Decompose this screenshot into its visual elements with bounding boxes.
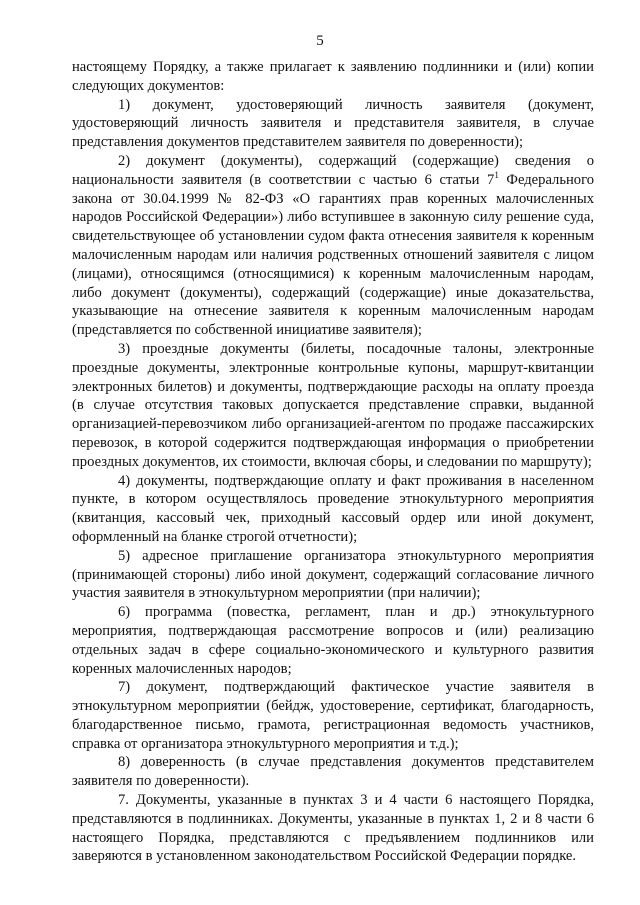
intro-paragraph: настоящему Порядку, а также прилагает к заявлению подлинники и (или) копии следующих документов: [72, 59, 594, 94]
list-item-2-text-end: Федерального закона от 30.04.1999 № 82-ФЗ «О гарантиях прав коренных малочисленных народов Российской Федерации») либо вступившее в законную силу решение суда, свидетельствующее об установлении судом факта отнесения заявителя к коренным малочисленным народам или наличия родственных отношений заявителя с лицом (лицами), относящимся (относящимися) к коренным малочисленным народам, либо документ (документы), содержащий (содержащие) иные доказательства, указывающие на отнесение заявителя к коренным малочисленным народам (представляется по собственной инициативе заявителя); [72, 171, 595, 339]
list-item-4: 4) документы, подтверждающие оплату и факт проживания в населенном пункте, в котором осуществлялось проведение этнокультурного мероприятия (квитанция, кассовый чек, приходный кассовый ордер или иной документ, оформленный на бланке строгой отчетности); [72, 472, 594, 545]
list-item-2 [72, 152, 594, 340]
superscript-article-number: 1 [494, 169, 499, 180]
list-item-7: 7) документ, подтверждающий фактическое участие заявителя в этнокультурном мероприятии (бейдж, удостоверение, сертификат, благодарность, благодарственное письмо, грамота, регистрационная ведомость участников, справка от организатора этнокультурного мероприятия и т.д.); [72, 679, 594, 752]
list-item-2-text-start: 2) документ (документы), содержащий (содержащие) сведения о национальности заявителя (в соответствии с частью 6 статьи 7 [72, 152, 594, 188]
list-item-5: 5) адресное приглашение организатора этнокультурного мероприятия (принимающей стороны) либо иной документ, содержащий согласование личного участия заявителя в этнокультурном мероприятии (при наличии); [72, 547, 594, 602]
list-item-6: 6) программа (повестка, регламент, план и др.) этнокультурного мероприятия, подтверждающая рассмотрение вопросов и (или) реализацию отдельных задач в сфере социально-экономического и культурного развития коренных малочисленных народов; [72, 604, 594, 677]
list-item-3: 3) проездные документы (билеты, посадочные талоны, электронные проездные документы, электронные контрольные купоны, маршрут-квитанции электронных билетов) и документы, подтверждающие расходы на оплату проезда (в случае отсутствия таковых допускается представление справки, выданной организацией-перевозчиком либо организацией-агентом по продаже пассажирских перевозок, в которой содержится подтверждающая информация о приобретении проездных документов, их стоимости, включая сборы, и следовании по маршруту); [72, 340, 594, 470]
document-body [72, 58, 594, 866]
list-item-8: 8) доверенность (в случае представления документов представителем заявителя по доверенности). [72, 754, 594, 790]
list-item-1: 1) документ, удостоверяющий личность заявителя (документ, удостоверяющий личность заявителя и представителя заявителя, в случае представления документов представителем заявителя по доверенности); [72, 96, 594, 151]
section-7-paragraph: 7. Документы, указанные в пунктах 3 и 4 части 6 настоящего Порядка, представляются в подлинниках. Документы, указанные в пунктах 1, 2 и 8 части 6 настоящего Порядка, представляются с предъявлением подлинников или заверяются в установленном законодательством Российской Федерации порядке. [72, 792, 594, 865]
page-number: 5 [316, 33, 324, 49]
